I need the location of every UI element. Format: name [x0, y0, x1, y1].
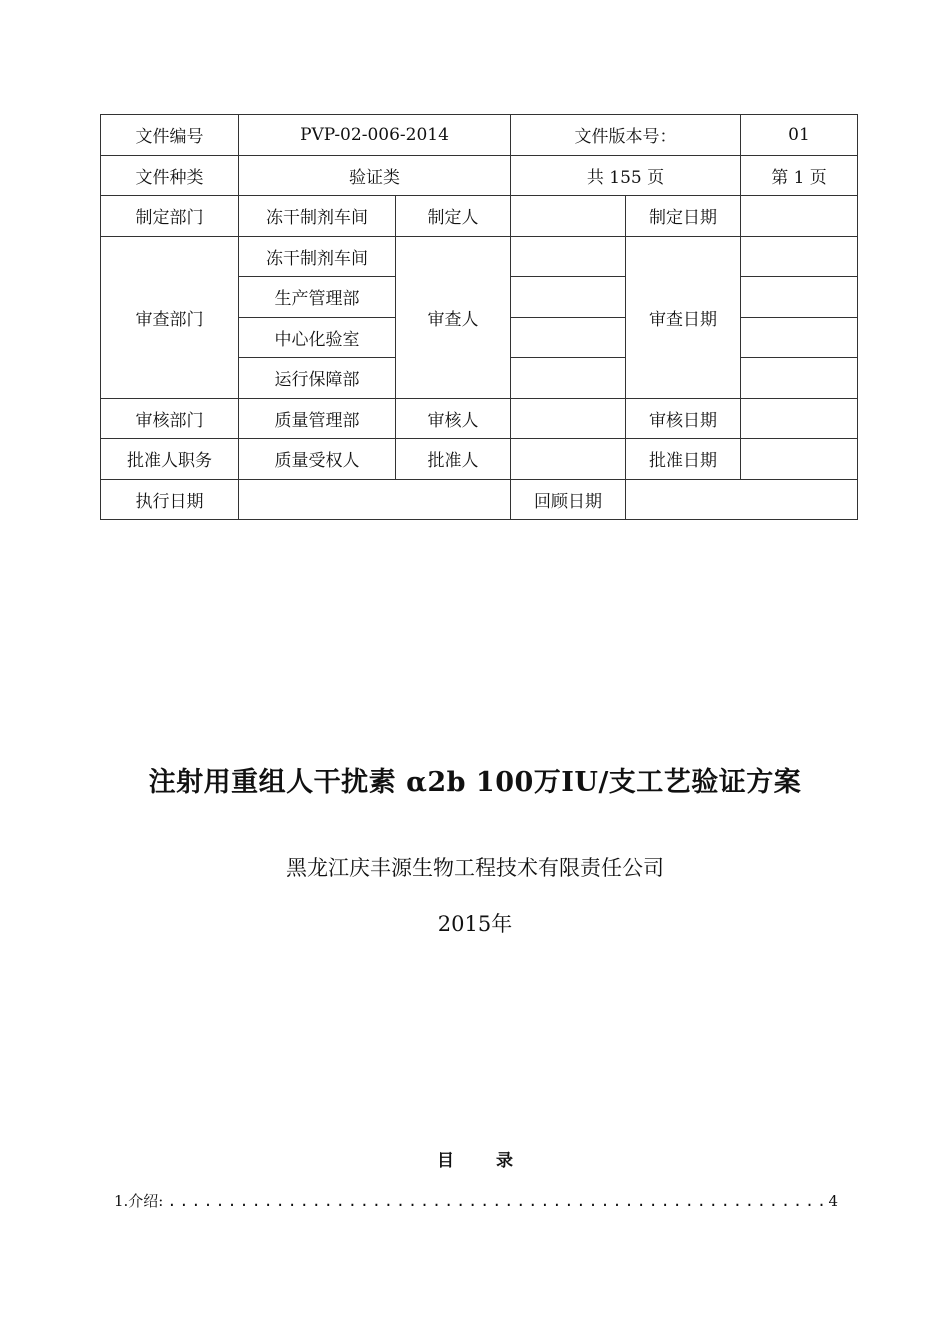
review-date-2 [741, 277, 858, 318]
drafting-dept-value: 冻干制剂车间 [239, 196, 396, 237]
review-date-label: 审查日期 [626, 236, 741, 398]
reviewer-3 [511, 317, 626, 358]
effective-date-label: 执行日期 [101, 479, 239, 520]
reviewer-label: 审查人 [396, 236, 511, 398]
review-dept-3: 中心化验室 [239, 317, 396, 358]
review-dept-2: 生产管理部 [239, 277, 396, 318]
toc-heading-char-2: 录 [496, 1151, 513, 1171]
review-date-1 [741, 236, 858, 277]
auditor-value [511, 398, 626, 439]
drafting-dept-label: 制定部门 [101, 196, 239, 237]
toc-leader-dots [167, 1192, 824, 1210]
version-value: 01 [741, 115, 858, 156]
review-dept-1: 冻干制剂车间 [239, 236, 396, 277]
doc-no-label: 文件编号 [101, 115, 239, 156]
approval-date-value [741, 439, 858, 480]
document-title: 注射用重组人干扰素 α2b 100万IU/支工艺验证方案 [148, 767, 802, 798]
approval-date-label: 批准日期 [626, 439, 741, 480]
approver-title-value: 质量受权人 [239, 439, 396, 480]
audit-date-label: 审核日期 [626, 398, 741, 439]
company-name: 黑龙江庆丰源生物工程技术有限责任公司 [286, 856, 664, 880]
type-value: 验证类 [239, 155, 511, 196]
drafting-date-label: 制定日期 [626, 196, 741, 237]
doc-no-value: PVP-02-006-2014 [239, 115, 511, 156]
audit-dept-value: 质量管理部 [239, 398, 396, 439]
document-control-table [100, 114, 858, 520]
review-dept-label: 审查部门 [101, 236, 239, 398]
table-row [101, 155, 858, 196]
table-row [101, 196, 858, 237]
reviewer-1 [511, 236, 626, 277]
table-row [101, 479, 858, 520]
table-row [101, 439, 858, 480]
toc-entry-label[interactable]: 1.介绍: [114, 1192, 164, 1210]
auditor-label: 审核人 [396, 398, 511, 439]
review-period-label: 回顾日期 [511, 479, 626, 520]
approver-label: 批准人 [396, 439, 511, 480]
review-date-4 [741, 358, 858, 399]
table-row [101, 236, 858, 277]
drafting-date-value [741, 196, 858, 237]
page-number: 第 1 页 [741, 155, 858, 196]
toc-entry-page: 4 [828, 1192, 838, 1210]
toc-entry[interactable] [114, 1190, 838, 1211]
version-label: 文件版本号： [511, 115, 741, 156]
effective-date-value [239, 479, 511, 520]
audit-date-value [741, 398, 858, 439]
audit-dept-label: 审核部门 [101, 398, 239, 439]
toc-heading-char-1: 目 [437, 1151, 454, 1171]
table-row [101, 115, 858, 156]
review-dept-4: 运行保障部 [239, 358, 396, 399]
total-pages: 共 155 页 [511, 155, 741, 196]
drafter-label: 制定人 [396, 196, 511, 237]
approver-title-label: 批准人职务 [101, 439, 239, 480]
approver-value [511, 439, 626, 480]
review-period-value [626, 479, 858, 520]
review-date-3 [741, 317, 858, 358]
document-year: 2015年 [437, 912, 513, 936]
reviewer-2 [511, 277, 626, 318]
reviewer-4 [511, 358, 626, 399]
type-label: 文件种类 [101, 155, 239, 196]
table-row [101, 398, 858, 439]
drafter-value [511, 196, 626, 237]
toc-heading [0, 1146, 950, 1171]
